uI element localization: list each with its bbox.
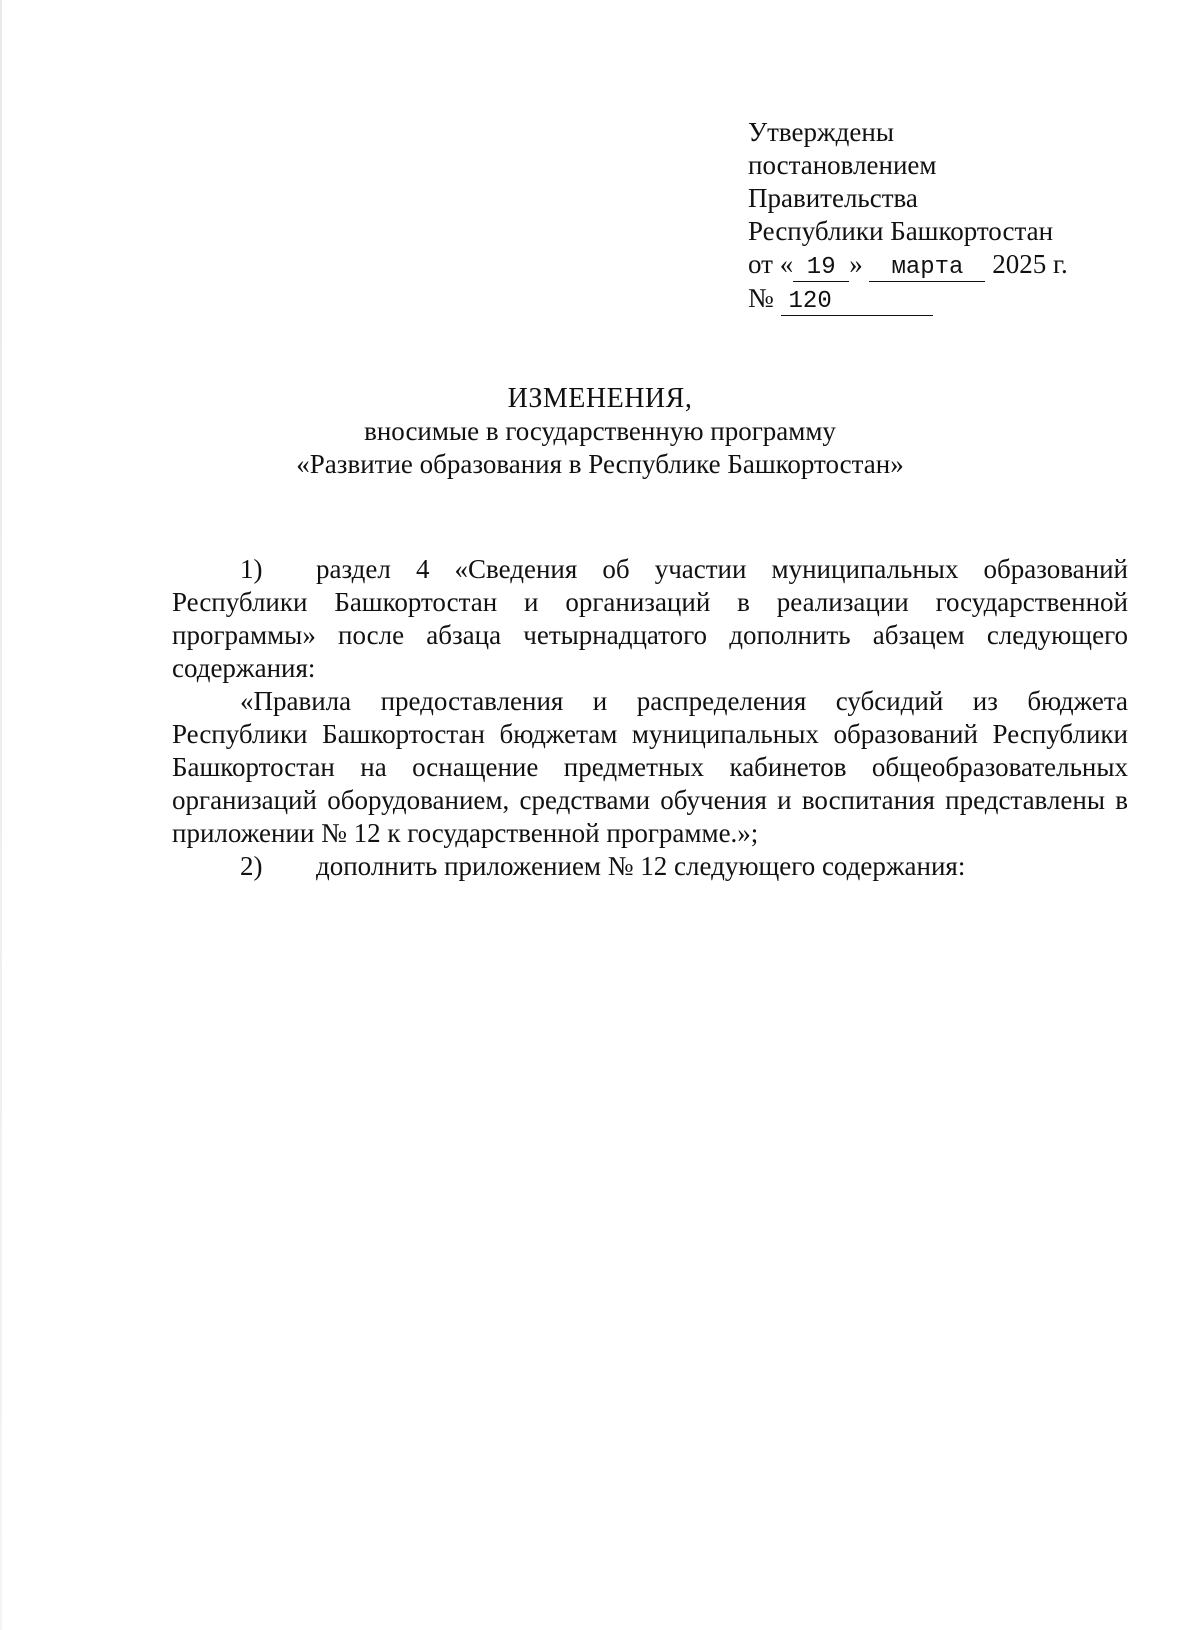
scan-edge xyxy=(0,0,2,1630)
paragraph-text: раздел 4 «Сведения об участии муниципальных образований Республики Башкортостан и организаций в реализации государственной программы» после абзаца четырнадцатого дополнить абзацем следующего содержания: xyxy=(172,554,1128,683)
document-subtitle-1: вносимые в государственную программу xyxy=(364,416,836,446)
approval-line-4: Республики Башкортостан xyxy=(748,216,1054,246)
document-title-block xyxy=(0,382,1200,481)
approval-stamp-block xyxy=(748,116,1168,316)
document-title: ИЗМЕНЕНИЯ, xyxy=(507,383,693,414)
paragraph-inserted-text xyxy=(172,685,1128,850)
number-prefix: № xyxy=(748,283,774,313)
approval-line-1: Утверждены xyxy=(748,117,894,147)
document-body xyxy=(172,553,1128,883)
date-prefix: от « xyxy=(748,249,794,279)
paragraph-item-2 xyxy=(172,850,1128,883)
approval-number-line xyxy=(748,282,1168,316)
date-year: 2025 г. xyxy=(992,249,1068,279)
paragraph-text: дополнить приложением № 12 следующего содержания: xyxy=(316,851,966,881)
date-mid: » xyxy=(849,249,863,279)
approval-date-line xyxy=(748,248,1168,282)
item-number: 1) xyxy=(240,554,263,584)
document-subtitle-2: «Развитие образования в Республике Башкортостан» xyxy=(296,449,904,479)
date-day-field: 19 xyxy=(793,255,849,282)
document-number-field: 120 xyxy=(781,289,933,316)
date-month-field: марта xyxy=(869,255,985,282)
paragraph-item-1 xyxy=(172,553,1128,685)
item-number: 2) xyxy=(240,851,263,881)
approval-line-2: постановлением xyxy=(748,150,937,180)
approval-line-3: Правительства xyxy=(748,183,918,213)
paragraph-text: «Правила предоставления и распределения субсидий из бюджета Республики Башкортостан бюджетам муниципальных образований Республики Башкортостан на оснащение предметных кабинетов общеобразовательных организаций оборудованием, средствами обучения и воспитания представлены в приложении № 12 к государственной программе.»; xyxy=(172,686,1128,848)
